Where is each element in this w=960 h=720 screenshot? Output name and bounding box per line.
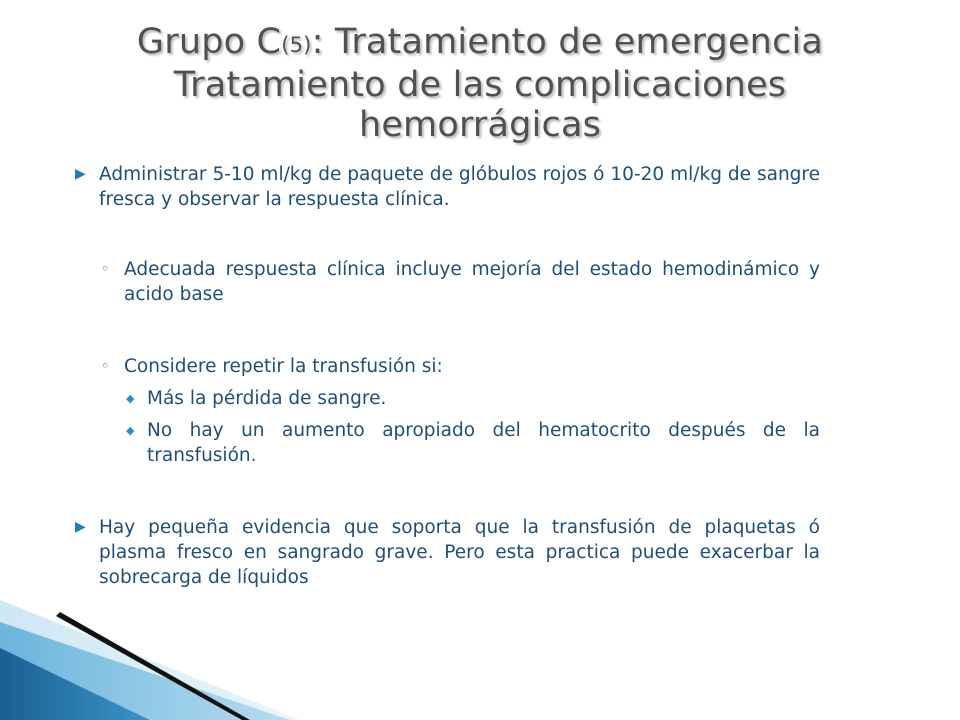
bullet-text: Adecuada respuesta clínica incluye mejoría del estado hemodinámico y acido base [124, 259, 820, 305]
title-main: Grupo C [136, 22, 282, 62]
bullet-text: Hay pequeña evidencia que soporta que la transfusión de plaquetas ó plasma fresco en sangrado grave. Pero esta practica puede exacerbar la sobrecarga de líquidos [99, 517, 820, 588]
diamond-bullet-icon: ◆ [126, 424, 135, 437]
bullet-text: Administrar 5-10 ml/kg de paquete de glóbulos rojos ó 10-20 ml/kg de sangre fresca y observar la respuesta clínica. [99, 164, 820, 210]
title-line-3: hemorrágicas [358, 105, 602, 145]
title-rest: : Tratamiento de emergencia [311, 22, 824, 62]
title-line-2: Tratamiento de las complicaciones [173, 65, 787, 105]
bullet-text: Más la pérdida de sangre. [147, 388, 387, 409]
diamond-bullet-icon: ◆ [126, 392, 135, 405]
ring-bullet-icon: ◦ [101, 260, 110, 278]
ring-bullet-icon: ◦ [101, 357, 110, 375]
bullet-text: Considere repetir la transfusión si: [124, 356, 443, 377]
title-subscript: (5) [281, 33, 312, 57]
arrow-right-icon: ▶ [75, 519, 86, 535]
bullet-text: No hay un aumento apropiado del hematocrito después de la transfusión. [147, 420, 820, 466]
arrow-right-icon: ▶ [75, 166, 86, 182]
